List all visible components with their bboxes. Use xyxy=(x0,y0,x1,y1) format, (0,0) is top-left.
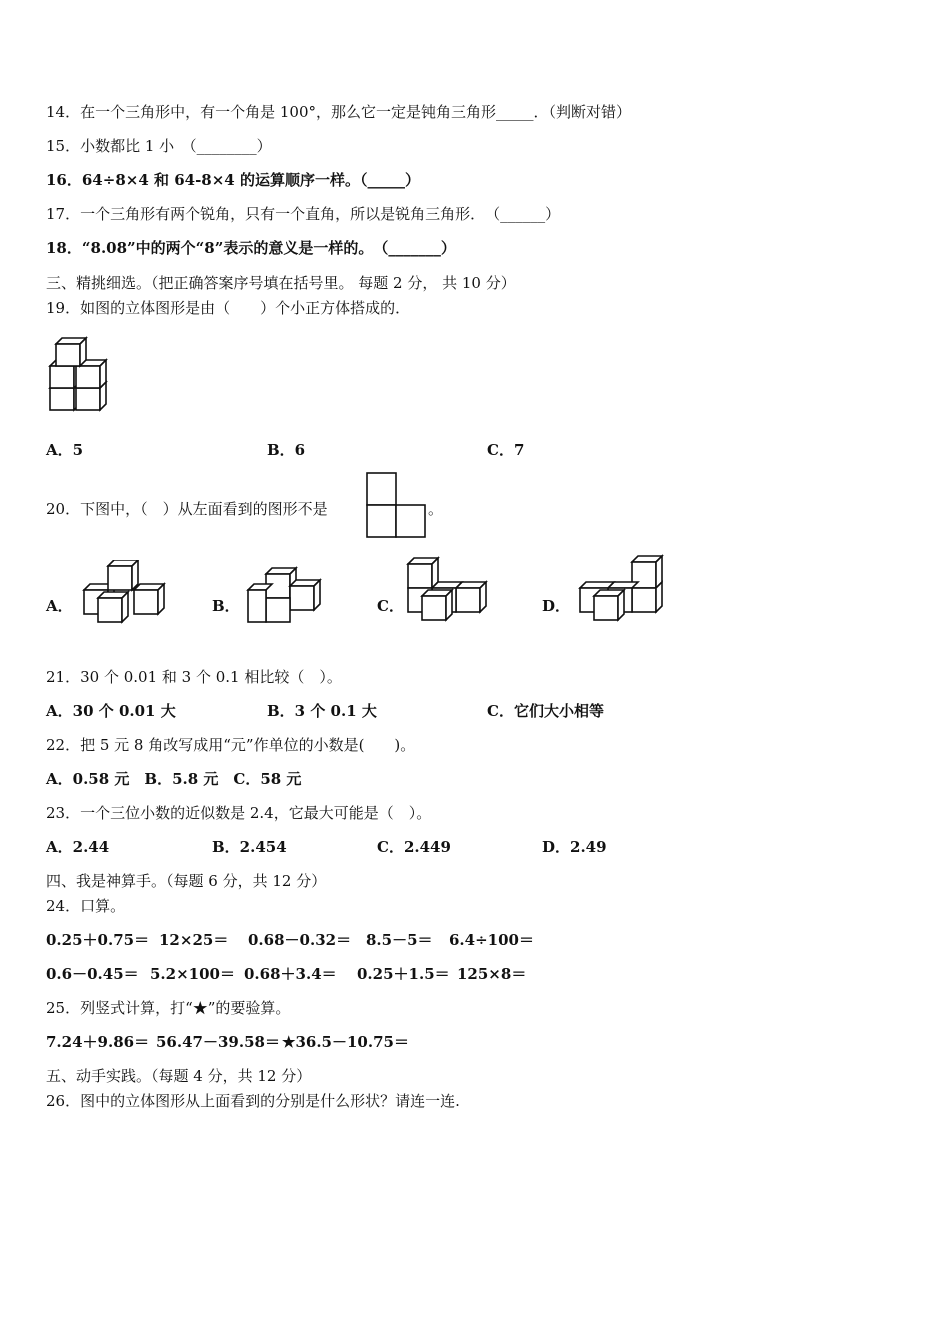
q23-option-d: D．2.49 xyxy=(542,838,607,856)
question-21-stem: 21．30 个 0.01 和 3 个 0.1 相比较（ ）。 xyxy=(46,668,342,686)
q21-option-c: C．它们大小相等 xyxy=(487,702,604,720)
question-24-stem: 24．口算。 xyxy=(46,897,126,915)
q24-calc: 6.4÷100＝ xyxy=(449,931,534,949)
question-14: 14．在一个三角形中，有一个角是 100°，那么它一定是钝角三角形_____．（判断对错） xyxy=(46,103,631,121)
q24-calc: 5.2×100＝ xyxy=(150,965,235,983)
q19-cube-figure xyxy=(46,330,114,414)
q20-option-a: A． xyxy=(46,597,73,615)
q22-options: A．0.58 元 B．5.8 元 C．58 元 xyxy=(46,770,302,788)
q19-option-b: B．6 xyxy=(267,441,306,459)
section-3-heading: 三、精挑细选。（把正确答案序号填在括号里。 每题 2 分， 共 10 分） xyxy=(46,274,516,292)
q20-option-d: D． xyxy=(542,597,571,615)
question-23-stem: 23．一个三位小数的近似数是 2.4，它最大可能是（ ）。 xyxy=(46,804,432,822)
q20-figure-b xyxy=(244,560,336,626)
q24-calc: 0.6－0.45＝ xyxy=(46,965,139,983)
q20-option-b: B． xyxy=(212,597,240,615)
q23-option-b: B．2.454 xyxy=(212,838,287,856)
q23-option-a: A．2.44 xyxy=(46,838,110,856)
q23-option-c: C．2.449 xyxy=(377,838,451,856)
question-20-stem: 20．下图中，（ ）从左面看到的图形不是 xyxy=(46,500,328,518)
question-15: 15．小数都比 1 小 （________） xyxy=(46,137,272,155)
q24-calc: 0.25＋0.75＝ xyxy=(46,931,150,949)
q19-option-a: A．5 xyxy=(46,441,84,459)
question-26-stem: 26．图中的立体图形从上面看到的分别是什么形状？请连一连. xyxy=(46,1092,460,1110)
q20-option-c: C． xyxy=(377,597,404,615)
q25-calc: 7.24＋9.86＝ xyxy=(46,1033,150,1051)
question-19-stem: 19．如图的立体图形是由（ ）个小正方体搭成的． xyxy=(46,299,411,317)
q21-option-a: A．30 个 0.01 大 xyxy=(46,702,176,720)
section-5-heading: 五、动手实践。（每题 4 分，共 12 分） xyxy=(46,1067,312,1085)
q25-calc: 56.47－39.58＝ xyxy=(156,1033,280,1051)
q20-figure-d xyxy=(574,552,668,624)
q24-calc: 8.5－5＝ xyxy=(366,931,433,949)
q20-left-view-figure xyxy=(366,472,428,538)
q21-option-b: B．3 个 0.1 大 xyxy=(267,702,377,720)
section-4-heading: 四、我是神算手。（每题 6 分，共 12 分） xyxy=(46,872,327,890)
q24-calc: 0.68＋3.4＝ xyxy=(244,965,337,983)
question-25-stem: 25．列竖式计算，打“★”的要验算。 xyxy=(46,999,291,1017)
q20-figure-a xyxy=(80,560,172,626)
q24-calc: 12×25＝ xyxy=(159,931,229,949)
q24-calc: 0.25＋1.5＝ xyxy=(357,965,450,983)
q19-option-c: C．7 xyxy=(487,441,525,459)
question-17: 17．一个三角形有两个锐角，只有一个直角，所以是锐角三角形． （______） xyxy=(46,205,561,223)
question-18: 18．“8.08”中的两个“8”表示的意义是一样的。 （_______） xyxy=(46,239,456,257)
question-22-stem: 22．把 5 元 8 角改写成用“元”作单位的小数是( )。 xyxy=(46,736,416,754)
q24-calc: 0.68－0.32＝ xyxy=(248,931,352,949)
q25-calc: ★36.5－10.75＝ xyxy=(282,1033,409,1051)
q20-figure-c xyxy=(404,552,498,624)
q24-calc: 125×8＝ xyxy=(457,965,527,983)
question-20-stem-end: 。 xyxy=(428,500,444,518)
question-16: 16．64÷8×4 和 64-8×4 的运算顺序一样。（_____） xyxy=(46,171,420,189)
